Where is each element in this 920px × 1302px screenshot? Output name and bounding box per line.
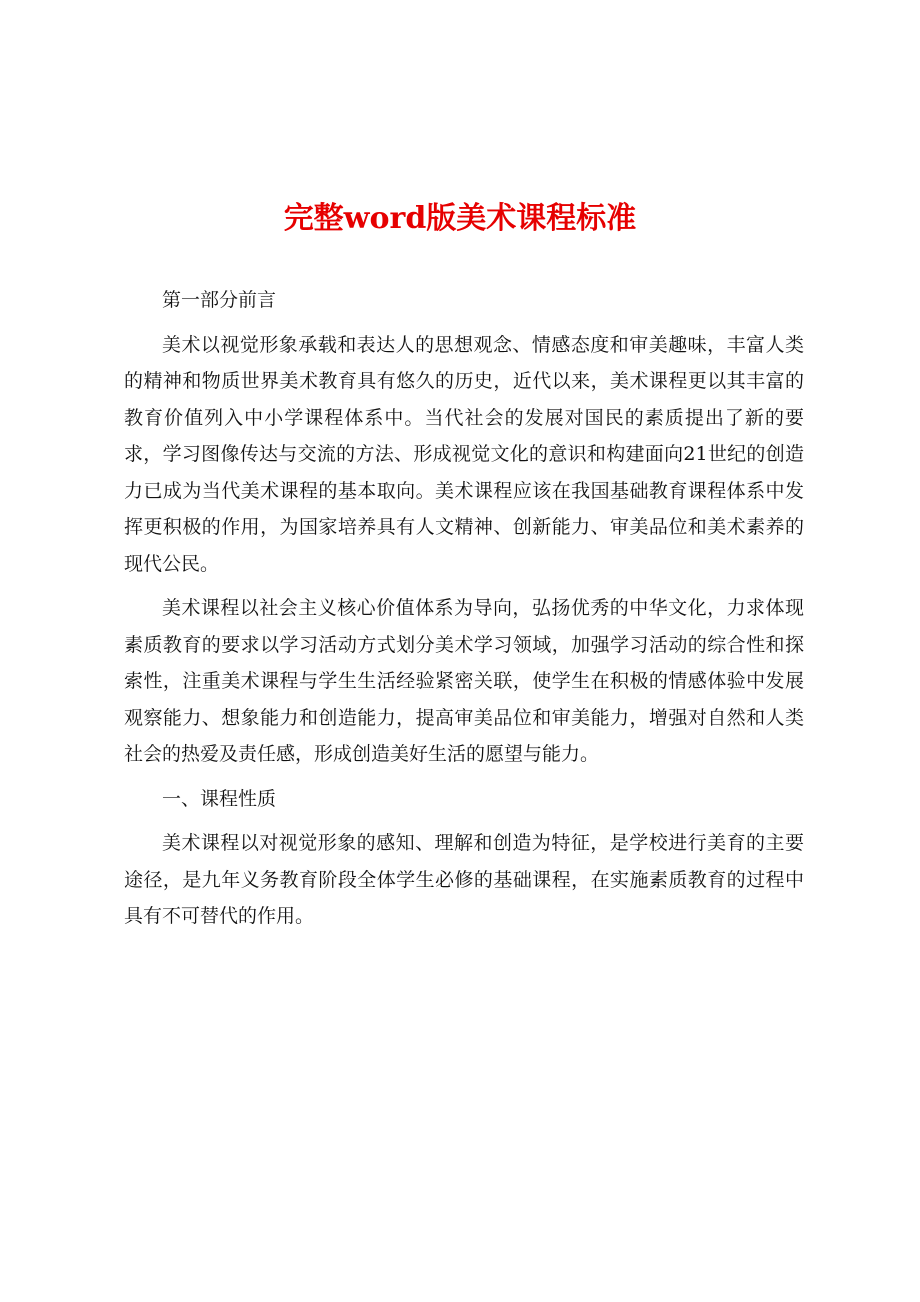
- paragraph-3: 美术课程以对视觉形象的感知、理解和创造为特征，是学校进行美育的主要途径，是九年义务教育阶段全体学生必修的基础课程，在实施素质教育的过程中具有不可替代的作用。: [124, 832, 804, 927]
- section-heading-preface: 第一部分前言: [162, 289, 277, 311]
- document-title: 完整word版美术课程标准: [283, 201, 637, 236]
- document-body: [124, 282, 804, 935]
- paragraph-2: 美术课程以社会主义核心价值体系为导向，弘扬优秀的中华文化，力求体现素质教育的要求以学习活动方式划分美术学习领域，加强学习活动的综合性和探索性，注重美术课程与学生生活经验紧密关联，使学生在积极的情感体验中发展观察能力、想象能力和创造能力，提高审美品位和审美能力，增强对自然和人类社会的热爱及责任感，形成创造美好生活的愿望与能力。: [124, 597, 804, 765]
- paragraph-1: 美术以视觉形象承载和表达人的思想观念、情感态度和审美趣味，丰富人类的精神和物质世界美术教育具有悠久的历史，近代以来，美术课程更以其丰富的教育价值列入中小学课程体系中。当代社会的发展对国民的素质提出了新的要求，学习图像传达与交流的方法、形成视觉文化的意识和构建面向21世纪的创造力已成为当代美术课程的基本取向。美术课程应该在我国基础教育课程体系中发挥更积极的作用，为国家培养具有人文精神、创新能力、审美品位和美术素养的现代公民。: [124, 333, 804, 575]
- section-heading-course-nature: 一、课程性质: [162, 787, 277, 810]
